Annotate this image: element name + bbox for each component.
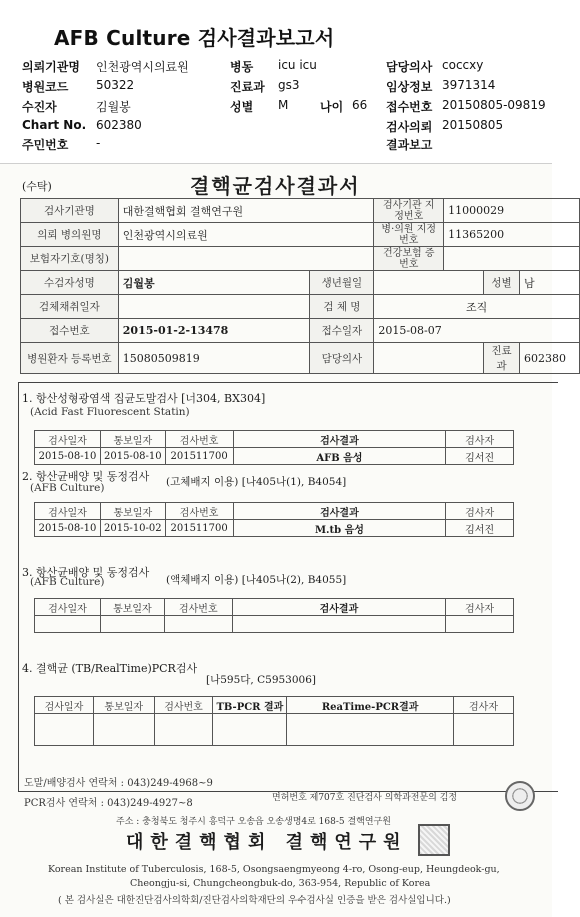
lab-org-label: 검사기관명: [21, 199, 119, 223]
s1-h-test-no: 검사번호: [165, 431, 233, 448]
institution-stamp-icon: [418, 824, 450, 856]
patient-reg-value: 15080509819: [118, 343, 310, 374]
s1-notify-date: 2015-08-10: [100, 448, 165, 465]
patient-reg-label: 병원환자 등록번호: [21, 343, 119, 374]
insurance-value: [118, 247, 374, 271]
doctor-seal-icon: [505, 781, 535, 811]
doc-receipt-label: 접수번호: [21, 319, 119, 343]
s4-notify-date: [93, 714, 154, 746]
patient-name-value: 김월봉: [118, 271, 310, 295]
hosp-desig-label: 병·의원 지정번호: [374, 223, 444, 247]
s2-h-result: 검사결과: [233, 503, 446, 520]
health-ins-label: 건강보험 증번호: [374, 247, 444, 271]
patient-info-table: [20, 198, 580, 374]
document-grade: (수탁): [22, 180, 52, 193]
s3-h-result: 검사결과: [232, 599, 445, 616]
s2-h-notify-date: 통보일자: [100, 503, 165, 520]
s1-h-notify-date: 통보일자: [100, 431, 165, 448]
section-4-code: [나595다, C5953006]: [206, 674, 316, 686]
doc-dept-label: 진료과: [484, 343, 520, 374]
table-row: [35, 714, 514, 746]
section-4-table: [34, 696, 514, 746]
birth-label: 생년월일: [310, 271, 374, 295]
resident-no-label: 주민번호: [22, 138, 69, 152]
patient-value: 김월봉: [96, 100, 131, 114]
hospital-code-value: 50322: [96, 78, 135, 92]
department-label: 진료과: [230, 80, 265, 94]
req-hospital-value: 인천광역시의료원: [118, 223, 374, 247]
s3-result: [232, 616, 445, 633]
section-2-table: [34, 502, 514, 537]
doc-sex-value: 남: [519, 271, 579, 295]
scanned-result-document: [0, 163, 566, 917]
clinical-info-label: 임상정보: [386, 80, 433, 94]
sex-value: M: [278, 98, 289, 112]
section-2-code: (고체배지 이용) [나405나(1), B4054]: [166, 476, 347, 488]
report-title: AFB Culture 검사결과보고서: [54, 26, 335, 50]
table-row: [35, 616, 514, 633]
sex-label: 성별: [230, 100, 254, 114]
lab-desig-label: 검사기관 지정번호: [374, 199, 444, 223]
s3-h-test-date: 검사일자: [35, 599, 101, 616]
patient-name-label: 수검자성명: [21, 271, 119, 295]
address-korean: 주소 : 충청북도 청주시 흥덕구 오송읍 오송생명4로 168-5 결핵연구원: [116, 817, 391, 827]
request-date-value: 20150805: [442, 118, 504, 132]
doc-doctor-value: [374, 343, 484, 374]
document-title: 결핵균검사결과서: [190, 174, 361, 198]
section-2-title: 2. 항산균배양 및 동정검사: [22, 470, 150, 483]
s2-h-test-no: 검사번호: [165, 503, 233, 520]
clinical-info-value: 3971314: [442, 78, 496, 92]
section-1-table: [34, 430, 514, 465]
receipt-no-label: 접수번호: [386, 100, 433, 114]
specimen-value: 조직: [374, 295, 580, 319]
contact-culture: 도말/배양검사 연락처 : 043)249-4968~9: [24, 778, 213, 789]
s4-h-test-no: 검사번호: [154, 697, 213, 714]
s2-test-no: 201511700: [165, 520, 233, 537]
report-label: 결과보고: [386, 138, 433, 152]
chart-no-value: 602380: [96, 118, 142, 132]
institution-label: 의뢰기관명: [22, 60, 80, 74]
doc-doctor-label: 담당의사: [310, 343, 374, 374]
lab-org-value: 대한결핵협회 결핵연구원: [118, 199, 374, 223]
doctor-value: coccxy: [442, 58, 484, 72]
chart-no-label: Chart No.: [22, 118, 87, 132]
s1-tester: 김서진: [446, 448, 514, 465]
s2-h-tester: 검사자: [446, 503, 514, 520]
doc-sex-label: 성별: [484, 271, 520, 295]
s4-test-no: [154, 714, 213, 746]
s3-test-date: [35, 616, 101, 633]
resident-no-value: -: [96, 136, 101, 150]
institution-value: 인천광역시의료원: [96, 60, 189, 74]
collect-date-label: 검체채취일자: [21, 295, 119, 319]
s4-h-notify-date: 통보일자: [93, 697, 154, 714]
s4-test-date: [35, 714, 94, 746]
s4-realtime-pcr: [287, 714, 454, 746]
contact-pcr: PCR검사 연락처 : 043)249-4927~8: [24, 798, 193, 809]
health-ins-value: [444, 247, 580, 271]
s3-tester: [446, 616, 514, 633]
hosp-desig-value: 11365200: [444, 223, 580, 247]
department-value: gs3: [278, 78, 300, 92]
s4-tb-pcr: [213, 714, 287, 746]
req-hospital-label: 의뢰 병의원명: [21, 223, 119, 247]
receipt-date-value: 2015-08-07: [374, 319, 580, 343]
s3-h-tester: 검사자: [446, 599, 514, 616]
request-date-label: 검사의뢰: [386, 120, 433, 134]
s1-test-no: 201511700: [165, 448, 233, 465]
specimen-label: 검 체 명: [310, 295, 374, 319]
insurance-label: 보험자기호(명칭): [21, 247, 119, 271]
section-1-subtitle: (Acid Fast Fluorescent Statin): [30, 406, 190, 418]
birth-value: [374, 271, 484, 295]
section-3-table: [34, 598, 514, 633]
s2-notify-date: 2015-10-02: [100, 520, 165, 537]
collect-date-value: [118, 295, 310, 319]
s2-test-date: 2015-08-10: [35, 520, 101, 537]
hospital-code-label: 병원코드: [22, 80, 69, 94]
receipt-date-label: 접수일자: [310, 319, 374, 343]
lab-name: 대한결핵협회 결핵연구원: [126, 832, 408, 853]
table-row: [35, 520, 514, 537]
ward-value: icu icu: [278, 58, 317, 72]
s2-h-test-date: 검사일자: [35, 503, 101, 520]
age-value: 66: [352, 98, 368, 112]
s1-test-date: 2015-08-10: [35, 448, 101, 465]
table-row: [35, 448, 514, 465]
doctor-label: 담당의사: [386, 60, 433, 74]
s3-h-notify-date: 통보일자: [100, 599, 164, 616]
report-header: [0, 0, 552, 162]
patient-label: 수진자: [22, 100, 57, 114]
doc-receipt-value: 2015-01-2-13478: [118, 319, 310, 343]
s1-result: AFB 음성: [233, 448, 446, 465]
ward-label: 병동: [230, 60, 254, 74]
license-line: 면허번호 제707호 진단검사 의학과전문의 김정: [272, 793, 458, 803]
s4-h-realtime-pcr: ReaTime-PCR결과: [287, 697, 454, 714]
address-english-2: Cheongju-si, Chungcheongbuk-do, 363-954, Republic of Korea: [130, 878, 431, 889]
section-2-subtitle: (AFB Culture): [30, 482, 105, 494]
certification-notice: ( 본 검사실은 대한진단검사의학회/진단검사의학재단의 우수검사실 인증을 받은 검사실입니다.): [58, 895, 451, 906]
age-label: 나이: [320, 100, 344, 114]
doc-dept-value: 602380: [519, 343, 579, 374]
s2-tester: 김서진: [446, 520, 514, 537]
section-1-title: 1. 항산성형광염색 집균도말검사 [너304, BX304]: [22, 392, 266, 405]
s1-h-tester: 검사자: [446, 431, 514, 448]
s2-result: M.tb 음성: [233, 520, 446, 537]
s4-h-tb-pcr: TB-PCR 결과: [213, 697, 287, 714]
section-3-title: 3. 항산균배양 및 동정검사: [22, 566, 150, 579]
section-4-title: 4. 결핵균 (TB/RealTime)PCR검사: [22, 662, 198, 675]
lab-desig-value: 11000029: [444, 199, 580, 223]
section-3-subtitle: (AFB Culture): [30, 576, 105, 588]
s3-test-no: [164, 616, 232, 633]
section-3-code: (액체배지 이용) [나405나(2), B4055]: [166, 574, 347, 586]
receipt-no-value: 20150805-09819: [442, 98, 546, 112]
s4-h-tester: 검사자: [453, 697, 513, 714]
s3-notify-date: [100, 616, 164, 633]
s4-tester: [453, 714, 513, 746]
s1-h-test-date: 검사일자: [35, 431, 101, 448]
s3-h-test-no: 검사번호: [164, 599, 232, 616]
address-english-1: Korean Institute of Tuberculosis, 168-5, Osongsaengmyeong 4-ro, Osong-eup, Heungdeok-gu,: [48, 864, 500, 875]
s1-h-result: 검사결과: [233, 431, 446, 448]
s4-h-test-date: 검사일자: [35, 697, 94, 714]
